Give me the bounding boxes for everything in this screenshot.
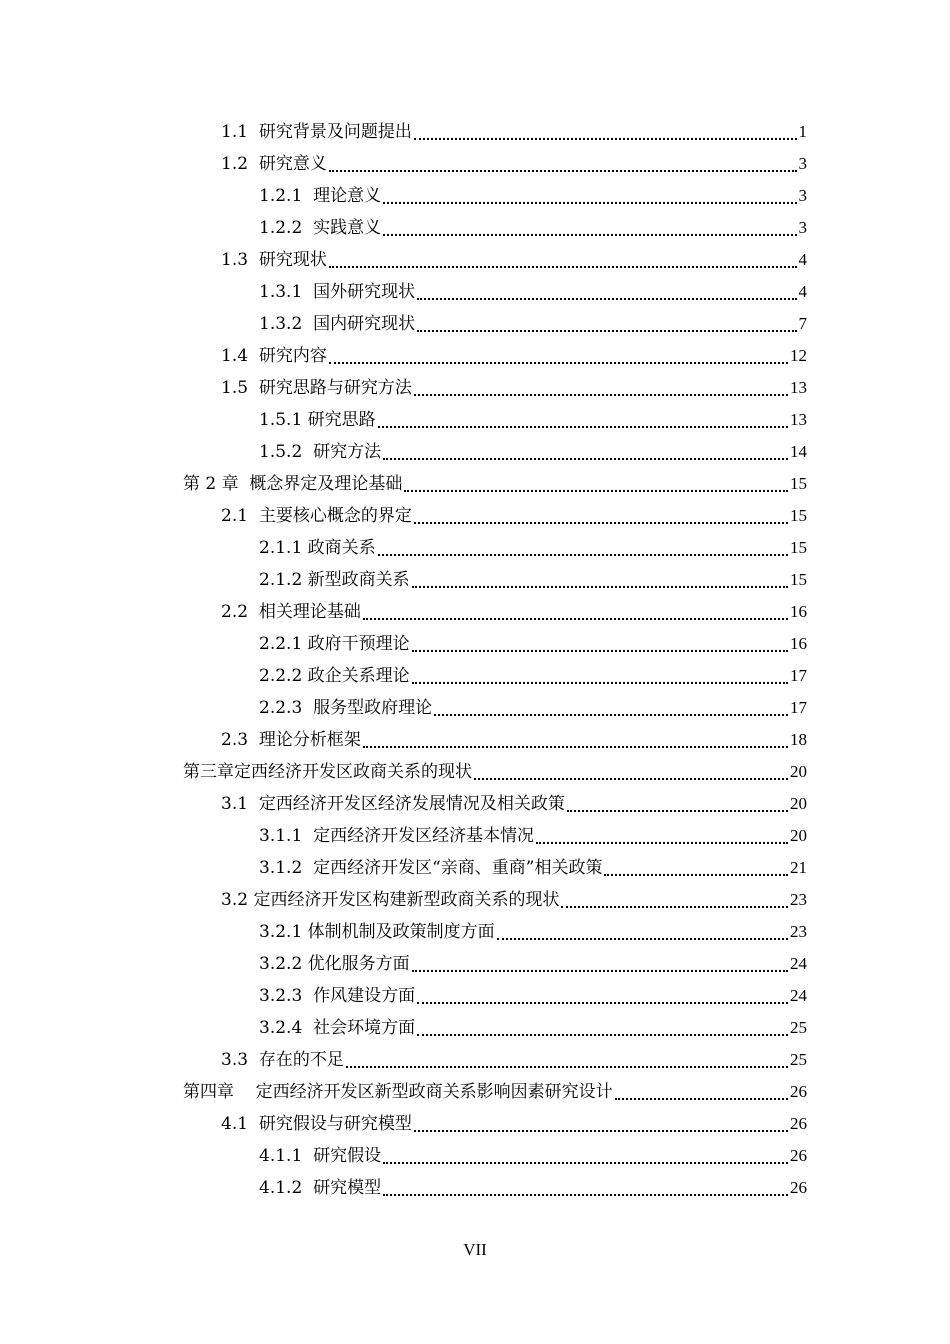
toc-entry-page: 23 — [790, 922, 807, 941]
toc-entry-title: 1.2 研究意义 — [221, 154, 327, 174]
toc-entry[interactable] — [0, 756, 950, 788]
toc-dot-leader — [383, 458, 788, 460]
toc-dot-leader — [329, 170, 797, 172]
toc-entry-page: 13 — [790, 378, 807, 397]
toc-entry-page: 25 — [790, 1050, 807, 1069]
toc-entry[interactable] — [0, 308, 950, 340]
toc-entry-page: 3 — [798, 218, 807, 237]
toc-entry-page: 26 — [790, 1114, 807, 1133]
toc-entry-title: 3.1.1 定西经济开发区经济基本情况 — [259, 826, 535, 846]
toc-entry-title: 1.2.2 实践意义 — [259, 218, 382, 238]
toc-dot-leader — [434, 714, 788, 716]
toc-entry-title: 1.3.2 国内研究现状 — [259, 314, 416, 334]
toc-entry-title: 3.1 定西经济开发区经济发展情况及相关政策 — [221, 794, 565, 814]
toc-entry-title: 1.3.1 国外研究现状 — [259, 282, 416, 302]
toc-dot-leader — [346, 1066, 788, 1068]
toc-dot-leader — [417, 1002, 788, 1004]
toc-dot-leader — [378, 554, 788, 556]
toc-entry-title: 1.5.2 研究方法 — [259, 442, 382, 462]
toc-entry-page: 13 — [790, 410, 807, 429]
toc-dot-leader — [414, 394, 788, 396]
toc-entry-title: 4.1 研究假设与研究模型 — [221, 1114, 412, 1134]
toc-dot-leader — [412, 682, 788, 684]
toc-entry[interactable] — [0, 500, 950, 532]
toc-entry[interactable] — [0, 1012, 950, 1044]
toc-dot-leader — [604, 874, 788, 876]
toc-entry-title: 2.1.1 政商关系 — [259, 538, 376, 558]
toc-entry[interactable] — [0, 628, 950, 660]
toc-entry[interactable] — [0, 1044, 950, 1076]
toc-dot-leader — [414, 522, 788, 524]
toc-dot-leader — [497, 938, 788, 940]
toc-entry-page: 20 — [790, 794, 807, 813]
toc-entry[interactable] — [0, 436, 950, 468]
toc-entry[interactable] — [0, 116, 950, 148]
toc-entry[interactable] — [0, 596, 950, 628]
toc-entry[interactable] — [0, 244, 950, 276]
toc-entry-title: 2.1.2 新型政商关系 — [259, 570, 410, 590]
toc-dot-leader — [378, 426, 788, 428]
toc-entry-title: 4.1.1 研究假设 — [259, 1146, 382, 1166]
toc-entry-page: 1 — [798, 122, 807, 141]
toc-entry-page: 24 — [790, 954, 807, 973]
toc-entry-page: 4 — [798, 250, 807, 269]
toc-dot-leader — [329, 362, 788, 364]
toc-entry-title: 1.3 研究现状 — [221, 250, 327, 270]
toc-entry-title: 2.3 理论分析框架 — [221, 730, 361, 750]
toc-entry[interactable] — [0, 564, 950, 596]
toc-dot-leader — [474, 778, 788, 780]
toc-entry-page: 25 — [790, 1018, 807, 1037]
toc-entry[interactable] — [0, 884, 950, 916]
toc-entry-title: 第 2 章 概念界定及理论基础 — [183, 474, 403, 494]
toc-entry-title: 4.1.2 研究模型 — [259, 1178, 382, 1198]
toc-entry[interactable] — [0, 276, 950, 308]
toc-entry-page: 7 — [798, 314, 807, 333]
toc-dot-leader — [561, 906, 788, 908]
toc-dot-leader — [412, 650, 788, 652]
toc-entry-page: 21 — [790, 858, 807, 877]
toc-entry-page: 3 — [798, 186, 807, 205]
toc-entry-title: 1.4 研究内容 — [221, 346, 327, 366]
toc-entry[interactable] — [0, 180, 950, 212]
toc-entry-page: 16 — [790, 634, 807, 653]
page-number: VII — [463, 1240, 487, 1259]
toc-entry-title: 3.2.4 社会环境方面 — [259, 1018, 416, 1038]
toc-entry[interactable] — [0, 948, 950, 980]
toc-entry-page: 17 — [790, 666, 807, 685]
toc-entry-title: 3.2 定西经济开发区构建新型政商关系的现状 — [221, 890, 560, 910]
toc-entry[interactable] — [0, 980, 950, 1012]
toc-entry-title: 2.2.2 政企关系理论 — [259, 666, 410, 686]
toc-entry[interactable] — [0, 404, 950, 436]
toc-entry-page: 16 — [790, 602, 807, 621]
toc-dot-leader — [383, 1194, 788, 1196]
toc-dot-leader — [414, 1130, 788, 1132]
toc-entry-title: 第三章定西经济开发区政商关系的现状 — [183, 762, 472, 782]
toc-entry-page: 14 — [790, 442, 807, 461]
toc-entry-page: 4 — [798, 282, 807, 301]
toc-entry[interactable] — [0, 148, 950, 180]
toc-dot-leader — [383, 234, 796, 236]
toc-entry[interactable] — [0, 212, 950, 244]
toc-entry-page: 23 — [790, 890, 807, 909]
toc-dot-leader — [383, 202, 796, 204]
toc-entry[interactable] — [0, 916, 950, 948]
toc-entry-title: 1.1 研究背景及问题提出 — [221, 122, 412, 142]
toc-entry-page: 26 — [790, 1178, 807, 1197]
toc-entry-page: 26 — [790, 1082, 807, 1101]
toc-dot-leader — [567, 810, 788, 812]
toc-entry[interactable] — [0, 660, 950, 692]
toc-entry-page: 18 — [790, 730, 807, 749]
toc-entry-title: 1.2.1 理论意义 — [259, 186, 382, 206]
toc-dot-leader — [615, 1098, 788, 1100]
toc-entry-page: 3 — [798, 154, 807, 173]
toc-entry-title: 3.1.2 定西经济开发区“亲商、重商”相关政策 — [259, 858, 603, 878]
toc-entry-page: 20 — [790, 762, 807, 781]
toc-dot-leader — [412, 970, 788, 972]
toc-entry-title: 3.2.2 优化服务方面 — [259, 954, 410, 974]
toc-entry[interactable] — [0, 724, 950, 756]
toc-entry[interactable] — [0, 1108, 950, 1140]
toc-entry[interactable] — [0, 820, 950, 852]
toc-dot-leader — [383, 1162, 788, 1164]
toc-entry[interactable] — [0, 468, 950, 500]
toc-entry-title: 3.2.1 体制机制及政策制度方面 — [259, 922, 495, 942]
toc-entry-page: 20 — [790, 826, 807, 845]
toc-entry[interactable] — [0, 1076, 950, 1108]
toc-entry-page: 12 — [790, 346, 807, 365]
toc-entry[interactable] — [0, 852, 950, 884]
toc-dot-leader — [536, 842, 788, 844]
toc-entry-title: 第四章 定西经济开发区新型政商关系影响因素研究设计 — [183, 1082, 613, 1102]
toc-entry-title: 3.3 存在的不足 — [221, 1050, 344, 1070]
toc-entry[interactable] — [0, 1140, 950, 1172]
toc-entry[interactable] — [0, 692, 950, 724]
toc-entry-title: 3.2.3 作风建设方面 — [259, 986, 416, 1006]
toc-entry[interactable] — [0, 1172, 950, 1204]
toc-dot-leader — [404, 490, 788, 492]
table-of-contents — [0, 116, 950, 1204]
toc-dot-leader — [412, 586, 788, 588]
toc-entry-page: 15 — [790, 506, 807, 525]
toc-entry[interactable] — [0, 372, 950, 404]
toc-dot-leader — [363, 746, 788, 748]
toc-entry-page: 24 — [790, 986, 807, 1005]
toc-entry[interactable] — [0, 788, 950, 820]
toc-entry[interactable] — [0, 340, 950, 372]
toc-entry-title: 2.2 相关理论基础 — [221, 602, 361, 622]
toc-dot-leader — [417, 1034, 788, 1036]
toc-dot-leader — [417, 298, 796, 300]
toc-entry-title: 1.5.1 研究思路 — [259, 410, 376, 430]
toc-dot-leader — [329, 266, 797, 268]
toc-dot-leader — [363, 618, 788, 620]
toc-entry-title: 1.5 研究思路与研究方法 — [221, 378, 412, 398]
toc-dot-leader — [417, 330, 796, 332]
toc-entry-page: 26 — [790, 1146, 807, 1165]
toc-entry-title: 2.2.3 服务型政府理论 — [259, 698, 433, 718]
toc-entry-title: 2.2.1 政府干预理论 — [259, 634, 410, 654]
toc-entry[interactable] — [0, 532, 950, 564]
toc-entry-page: 15 — [790, 570, 807, 589]
toc-entry-page: 17 — [790, 698, 807, 717]
toc-entry-page: 15 — [790, 474, 807, 493]
toc-dot-leader — [414, 138, 797, 140]
toc-entry-page: 15 — [790, 538, 807, 557]
toc-entry-title: 2.1 主要核心概念的界定 — [221, 506, 412, 526]
